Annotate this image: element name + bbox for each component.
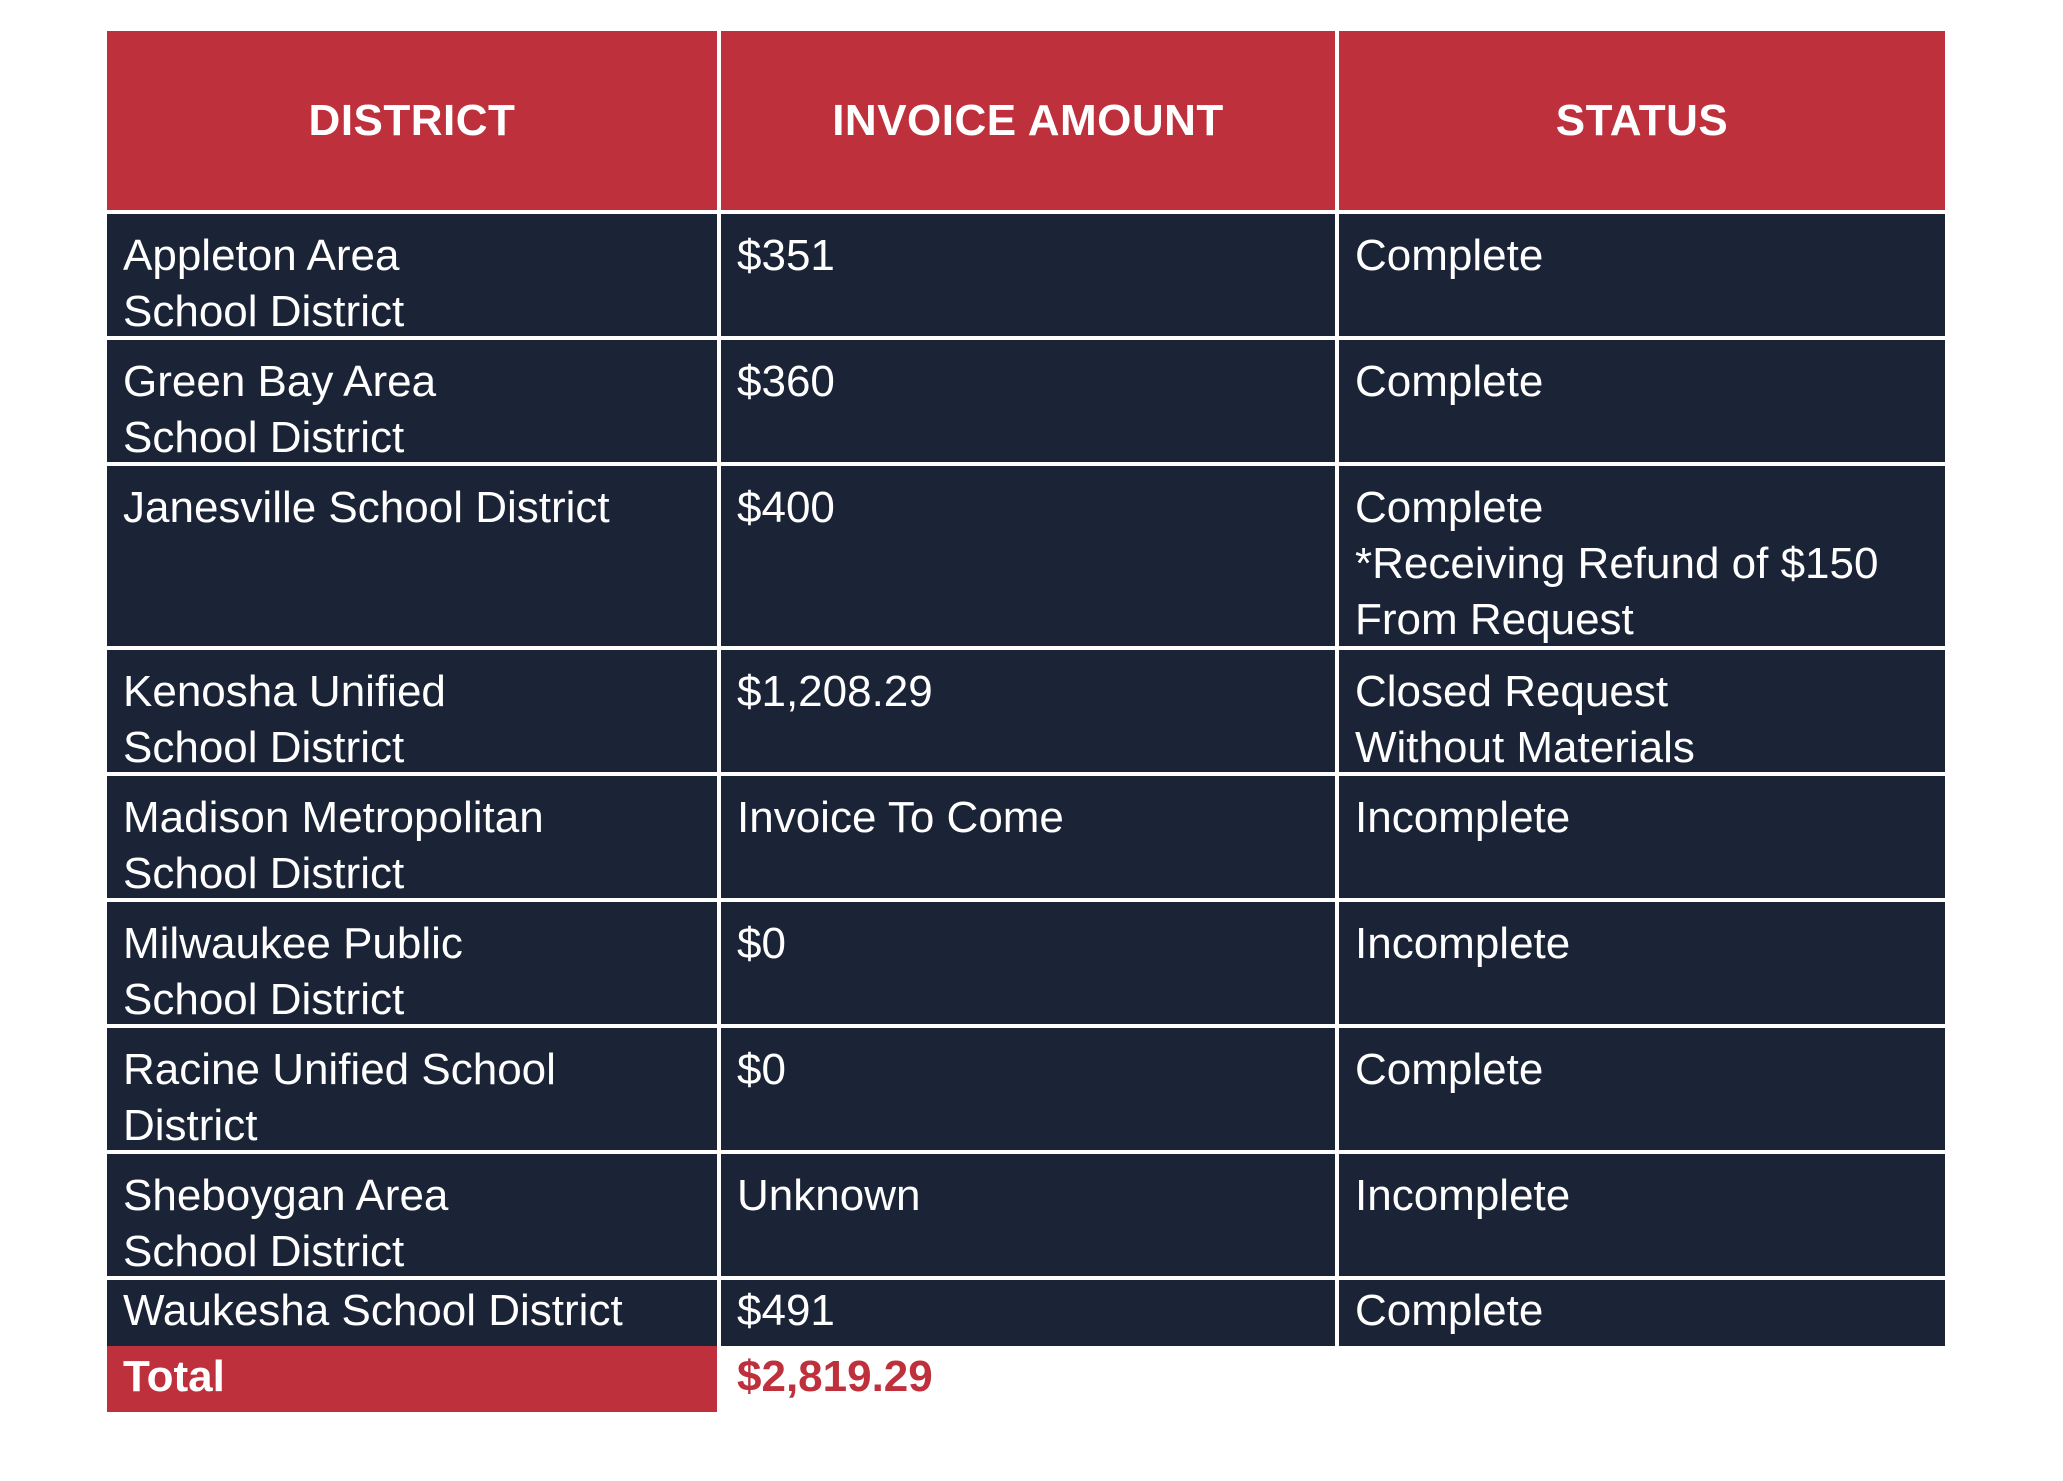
table-row	[107, 902, 1945, 1024]
district-cell: Racine Unified School District	[107, 1028, 717, 1150]
invoice-table	[107, 31, 1945, 1412]
header-invoice-amount: INVOICE AMOUNT	[721, 31, 1335, 210]
status-cell: Complete *Receiving Refund of $150 From Request	[1339, 466, 1945, 646]
district-cell: Kenosha Unified School District	[107, 650, 717, 772]
status-cell: Incomplete	[1339, 902, 1945, 1024]
table-row	[107, 1028, 1945, 1150]
district-cell: Green Bay Area School District	[107, 340, 717, 462]
district-cell: Sheboygan Area School District	[107, 1154, 717, 1276]
status-cell: Complete	[1339, 340, 1945, 462]
district-cell: Janesville School District	[107, 466, 717, 646]
amount-cell: $351	[721, 214, 1335, 336]
district-cell: Appleton Area School District	[107, 214, 717, 336]
amount-cell: $0	[721, 902, 1335, 1024]
total-amount: $2,819.29	[737, 1352, 933, 1401]
table-row	[107, 776, 1945, 898]
total-status-empty	[1339, 1346, 1945, 1412]
amount-cell: $1,208.29	[721, 650, 1335, 772]
status-cell: Complete	[1339, 214, 1945, 336]
table-row	[107, 466, 1945, 646]
status-cell: Closed Request Without Materials	[1339, 650, 1945, 772]
total-row	[107, 1346, 1945, 1412]
district-cell: Milwaukee Public School District	[107, 902, 717, 1024]
status-cell: Incomplete	[1339, 1154, 1945, 1276]
total-label: Total	[107, 1346, 717, 1412]
table-row	[107, 214, 1945, 336]
district-cell: Madison Metropolitan School District	[107, 776, 717, 898]
header-status: STATUS	[1339, 31, 1945, 210]
table-header-row	[107, 31, 1945, 210]
header-district: DISTRICT	[107, 31, 717, 210]
district-cell: Waukesha School District	[107, 1280, 717, 1346]
status-cell: Complete	[1339, 1028, 1945, 1150]
table-row	[107, 650, 1945, 772]
amount-cell: $360	[721, 340, 1335, 462]
table-row	[107, 1154, 1945, 1276]
amount-cell: $400	[721, 466, 1335, 646]
table-row	[107, 340, 1945, 462]
status-cell: Incomplete	[1339, 776, 1945, 898]
amount-cell: Invoice To Come	[721, 776, 1335, 898]
status-cell: Complete	[1339, 1280, 1945, 1346]
amount-cell: $0	[721, 1028, 1335, 1150]
table-row	[107, 1280, 1945, 1346]
amount-cell: Unknown	[721, 1154, 1335, 1276]
amount-cell: $491	[721, 1280, 1335, 1346]
